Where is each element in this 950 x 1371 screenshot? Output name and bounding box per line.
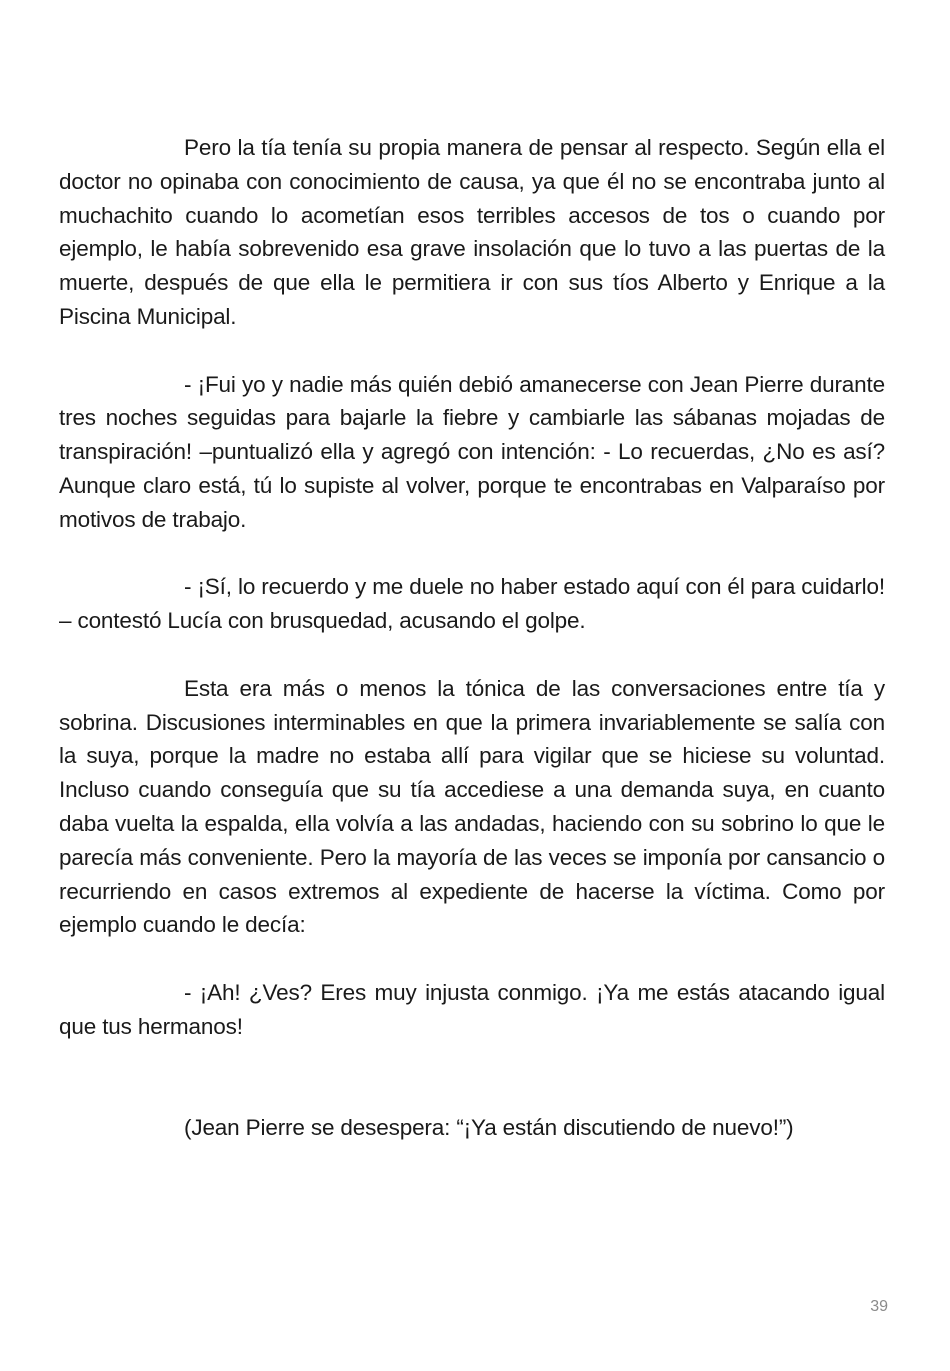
paragraph-aunt-complaint: - ¡Ah! ¿Ves? Eres muy injusta conmigo. ¡Ya me estás atacando igual que tus hermanos! (59, 979, 885, 1039)
paragraph-gap (59, 537, 885, 571)
paragraph-aunt-dialogue: - ¡Fui yo y nadie más quién debió amanecerse con Jean Pierre durante tres noches seguidas para bajarle la fiebre y cambiarle las sábanas mojadas de transpiración! –puntualizó ella y agregó con intención: - Lo recuerdas, ¿No es así? Aunque claro está, tú lo supiste al volver, porque te encontrabas en Valparaíso por motivos de trabajo. (59, 371, 885, 532)
paragraph-conversations: Esta era más o menos la tónica de las conversaciones entre tía y sobrina. Discusiones interminables en que la primera invariablemente se salía con la suya, porque la madre no estaba allí para vigilar que se hiciese su voluntad. Incluso cuando conseguía que su tía accediese a una demanda suya, en cuanto daba vuelta la espalda, ella volvía a las andadas, haciendo con su sobrino lo que le parecía más conveniente. Pero la mayoría de las veces se imponía por cansancio o recurriendo en casos extremos al expediente de hacerse la víctima. Como por ejemplo cuando le decía: (59, 675, 885, 938)
paragraph-gap-large (59, 1044, 885, 1112)
paragraph-gap (59, 942, 885, 976)
paragraph-lucia-reply: - ¡Sí, lo recuerdo y me duele no haber estado aquí con él para cuidarlo! – contestó Lucía con brusquedad, acusando el golpe. (59, 574, 885, 634)
page-body (59, 131, 885, 1145)
page-number: 39 (870, 1298, 888, 1315)
paragraph-jean-pierre-aside: (Jean Pierre se desespera: “¡Ya están discutiendo de nuevo!”) (184, 1115, 794, 1141)
paragraph-gap (59, 638, 885, 672)
paragraph-aunt-opinion: Pero la tía tenía su propia manera de pensar al respecto. Según ella el doctor no opinaba con conocimiento de causa, ya que él no se encontraba junto al muchachito cuando lo acometían esos terribles accesos de tos o cuando por ejemplo, le había sobrevenido esa grave insolación que lo tuvo a las puertas de la muerte, después de que ella le permitiera ir con sus tíos Alberto y Enrique a la Piscina Municipal. (59, 135, 885, 329)
paragraph-gap (59, 334, 885, 368)
